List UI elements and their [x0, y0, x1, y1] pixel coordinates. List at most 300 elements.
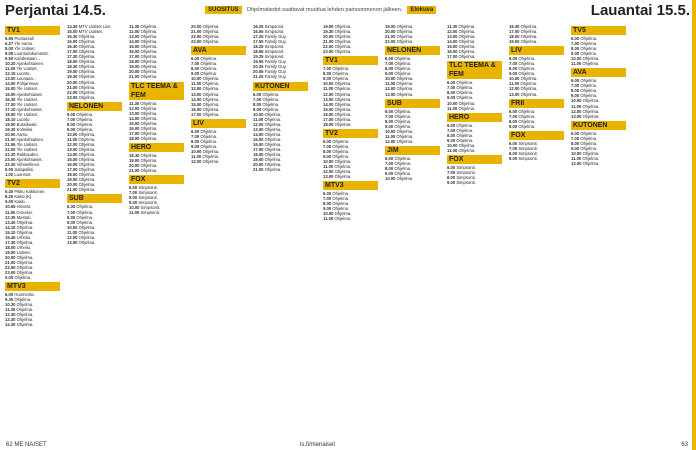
program-row — [5, 172, 60, 177]
program-title: Ohjelma. — [77, 84, 96, 90]
channel-header: KUTONEN — [571, 121, 626, 130]
program-title: Ohjelma. — [263, 126, 282, 132]
program-row — [509, 156, 564, 161]
program-title: Ohjelma. — [77, 187, 96, 193]
program-title: Ohjelma. — [263, 116, 282, 122]
program-time: 23.00 — [323, 49, 334, 55]
program-row — [447, 180, 502, 185]
program-time: 18.00 — [67, 59, 78, 65]
program-title: Ohjelma. — [579, 93, 598, 99]
program-time: 19.00 — [5, 249, 16, 255]
program-time: 19.00 — [5, 121, 16, 127]
program-time: 16.00 — [447, 49, 458, 55]
program-title: Ohjelma. — [263, 147, 282, 153]
program-title: Ohjelma. — [333, 216, 352, 222]
program-title: Ohjelma. — [199, 138, 218, 144]
program-title: Ohjelma. — [77, 94, 96, 100]
program-title: Ohjelma. — [139, 135, 158, 141]
program-title: Ohjelma. — [331, 196, 350, 202]
program-time: 18.55 — [253, 49, 264, 55]
program-time: 13.00 — [129, 110, 140, 116]
program-title: Ohjelma. — [77, 182, 96, 188]
program-time: 20.00 — [323, 34, 334, 40]
program-time: 6.00 — [571, 130, 580, 136]
program-title: Ohjelma. — [395, 133, 414, 139]
program-time: 9.00 — [447, 137, 456, 143]
program-time: 9.00 — [67, 219, 76, 225]
program-title: Ohjelma. — [517, 108, 536, 114]
program-title: Ohjelma. — [581, 56, 600, 62]
channel-header: JIM — [385, 146, 440, 155]
program-time: 21.00 — [5, 136, 16, 142]
program-title: Ohjelma. — [199, 56, 218, 62]
program-title: Ohjelma. — [75, 214, 94, 220]
program-title: Ohjelma. — [393, 171, 412, 177]
program-title: Ohjelma. — [13, 297, 32, 303]
program-title: Ohjelma. — [139, 120, 158, 126]
program-time: 11.00 — [571, 61, 582, 67]
program-time: 6.00 — [447, 122, 456, 128]
program-time: 9.00 — [385, 71, 394, 77]
program-title: Ohjelma. — [139, 115, 158, 121]
program-title: Ohjelma. — [457, 49, 476, 55]
program-title: Ohjelma. — [331, 206, 350, 212]
program-title: Ohjelma. — [393, 118, 412, 124]
program-title: Ohjelma. — [139, 44, 158, 50]
listing-column — [571, 24, 626, 436]
program-time: 16.00 — [67, 162, 78, 168]
program-time: 20.00 — [129, 162, 140, 168]
program-title: Ohjelma. — [581, 155, 600, 161]
program-title: Ohjelma. — [333, 49, 352, 55]
program-time: 6.00 — [253, 91, 262, 97]
program-time: 10.00 — [323, 159, 334, 165]
program-time: 18.00 — [253, 152, 264, 158]
program-time: 7.00 — [191, 133, 200, 139]
program-title: Ajankohtaiset. — [15, 157, 43, 163]
program-time: 11.00 — [323, 164, 334, 170]
program-title: Yle Uutiset. — [15, 111, 38, 117]
program-title: Ohjelma. — [139, 110, 158, 116]
program-title: Ohjelma. — [201, 29, 220, 35]
program-time: 9.00 — [129, 200, 138, 206]
program-time: 19.00 — [67, 177, 78, 183]
program-time: 12.00 — [129, 105, 140, 111]
program-title: Ohjelma. — [393, 160, 412, 166]
program-title: Simpsonit. — [263, 24, 285, 29]
program-title: Ohjelma. — [13, 275, 32, 281]
program-title: Yle Uutiset. — [13, 46, 36, 52]
program-time: 7.00 — [67, 209, 76, 215]
program-title: Ohjelma. — [139, 130, 158, 136]
program-time: 23.00 — [5, 270, 16, 276]
program-title: Ohjelma. — [139, 162, 158, 168]
program-title: Ohjelma. — [263, 111, 282, 117]
program-time: 18.00 — [323, 121, 334, 127]
program-time: 10.00 — [191, 148, 202, 154]
program-time: 6.00 — [447, 164, 456, 170]
program-title: Ohjelma. — [457, 29, 476, 35]
program-time: 5.55 — [5, 36, 14, 41]
program-time: 19.00 — [129, 64, 140, 70]
channel-header: TV1 — [323, 56, 378, 65]
program-time: 10.00 — [571, 98, 582, 104]
program-time: 16.30 — [5, 96, 16, 102]
program-title: Ohjelma. — [201, 111, 220, 117]
program-title: Ohjelma. — [393, 108, 412, 114]
program-time: 8.00 — [323, 148, 332, 154]
program-time: 14.00 — [129, 115, 140, 121]
program-title: Ohjelma. — [579, 83, 598, 89]
program-time: 23.00 — [67, 94, 78, 100]
program-title: Family Guy. — [263, 34, 287, 40]
program-title: Ohjelma. — [15, 307, 34, 313]
program-title: Ohjelma. — [75, 204, 94, 210]
program-time: 19.30 — [323, 29, 334, 35]
program-title: Ohjelma. — [77, 224, 96, 230]
program-title: Ohjelma. — [519, 91, 538, 97]
program-title: Ohjelma. — [455, 85, 474, 91]
program-time: 6.00 — [447, 80, 456, 86]
program-title: Huomenta. — [13, 292, 35, 298]
program-time: 14.00 — [323, 101, 334, 107]
program-time: 22.00 — [67, 89, 78, 95]
program-title: Ohjelma. — [457, 24, 476, 29]
channel-header: AVA — [571, 68, 626, 77]
program-time: 6.00 — [509, 140, 518, 146]
listing-column — [385, 24, 440, 436]
program-row — [323, 122, 378, 127]
program-time: 10.00 — [323, 211, 334, 217]
program-time: 6.00 — [385, 155, 394, 161]
program-title: Ohjelma. — [15, 322, 34, 328]
program-row — [509, 124, 564, 129]
program-time: 16.30 — [509, 24, 520, 29]
program-time: 10.00 — [571, 150, 582, 156]
footer-right: 63 — [681, 442, 688, 448]
program-title: Ohjelma. — [77, 239, 96, 245]
program-title: Ohjelma. — [15, 259, 34, 265]
program-title: Bussikuski. — [15, 121, 38, 127]
program-time: 11.00 — [67, 229, 78, 235]
program-title: Luonto. — [15, 71, 31, 77]
channel-header: LIV — [191, 119, 246, 128]
program-time: 18.00 — [129, 135, 140, 141]
program-time: 7.00 — [447, 127, 456, 133]
program-time: 16.00 — [323, 111, 334, 117]
program-title: Simpsonit. — [263, 29, 285, 35]
program-time: 6.00 — [5, 292, 14, 298]
page-edge-accent — [692, 0, 696, 450]
channel-header: HERO — [447, 113, 502, 122]
program-row — [5, 275, 60, 280]
channel-header: MTV3 — [323, 181, 378, 190]
program-title: Pohjanmaa. — [15, 81, 39, 87]
program-title: Ohjelma. — [77, 44, 96, 50]
program-title: Simpsonit. — [137, 195, 158, 201]
program-time: 19.00 — [385, 24, 396, 29]
program-title: Onneksi. — [15, 209, 33, 215]
program-time: 17.00 — [67, 167, 78, 173]
program-title: Ohjelma. — [333, 44, 352, 50]
program-title: Ohjelma. — [77, 49, 96, 55]
program-time: 9.00 — [571, 93, 580, 99]
program-title: Ohjelma. — [201, 96, 220, 102]
program-time: 8.00 — [323, 201, 332, 207]
program-time: 13.00 — [5, 76, 16, 82]
program-title: Yle Uutiset. — [15, 141, 38, 147]
program-time: 16.00 — [253, 141, 264, 147]
program-time: 19.30 — [5, 126, 16, 132]
program-title: Ohjelma. — [201, 101, 220, 107]
program-title: Ohjelma. — [333, 86, 352, 92]
program-time: 6.00 — [67, 111, 76, 117]
program-row — [253, 74, 308, 79]
program-title: Ohjelma. — [581, 113, 600, 119]
program-time: 17.00 — [129, 54, 140, 60]
program-time: 17.00 — [253, 147, 264, 153]
program-title: Ohjelma. — [333, 169, 352, 175]
program-time: 15.00 — [67, 157, 78, 163]
program-time: 1.00 — [5, 172, 14, 178]
program-time: 20.25 — [253, 64, 264, 70]
program-row — [129, 136, 184, 141]
program-time: 21.00 — [5, 259, 16, 265]
program-time: 19.55 — [253, 59, 264, 65]
program-time: 11.00 — [571, 103, 582, 109]
program-time: 6.00 — [385, 108, 394, 114]
program-title: Ohjelma. — [77, 34, 96, 40]
program-title: Ohjelma. — [581, 98, 600, 104]
program-title: Ohjelma. — [139, 74, 158, 80]
program-time: 9.00 — [191, 71, 200, 77]
program-time: 6.30 — [67, 204, 76, 210]
program-title: Simpsonit. — [137, 185, 158, 191]
program-title: Ohjelma. — [455, 90, 474, 96]
program-time: 8.00 — [385, 66, 394, 72]
program-time: 17.10 — [5, 106, 16, 112]
program-time: 15.00 — [191, 101, 202, 107]
program-time: 21.55 — [5, 141, 16, 147]
program-title: Ohjelma. — [139, 168, 158, 174]
program-title: Ohjelma. — [395, 81, 414, 87]
footer-url: is.fi/menaiset — [300, 442, 336, 448]
program-time: 8.00 — [191, 138, 200, 144]
program-title: Ohjelma. — [201, 153, 220, 159]
channel-header: TLC TEEMA & FEM — [447, 61, 502, 79]
program-time: 8.00 — [447, 90, 456, 96]
program-title: Ohjelma. — [75, 111, 94, 117]
program-time: 15.00 — [323, 106, 334, 112]
program-time: 12.00 — [323, 169, 334, 175]
program-title: Ohjelma. — [579, 130, 598, 136]
program-time: 18.30 — [129, 152, 140, 158]
program-title: Simpsonit. — [137, 190, 158, 196]
program-time: 17.00 — [129, 130, 140, 136]
program-title: Ohjelma. — [263, 152, 282, 158]
program-time: 14.00 — [67, 152, 78, 158]
program-time: 20.55 — [253, 69, 264, 75]
program-time: 9.00 — [323, 153, 332, 159]
program-title: Mestari. — [15, 214, 32, 220]
program-title: Simpsonit. — [455, 174, 476, 180]
program-time: 11.00 — [447, 147, 458, 153]
program-title: Simpsonit. — [517, 145, 538, 151]
program-time: 15.00 — [447, 44, 458, 50]
program-time: 14.00 — [191, 96, 202, 102]
program-time: 12.00 — [571, 160, 582, 166]
program-time: 7.00 — [323, 196, 332, 202]
program-title: Simpsonit. — [455, 169, 476, 175]
program-title: Family Guy. — [263, 69, 287, 75]
program-row — [447, 106, 502, 111]
footer-left: 62 ME NAISET — [6, 442, 47, 448]
program-title: Ohjelma. — [333, 91, 352, 97]
program-title: Ohjelma. — [579, 36, 598, 41]
program-title: Simpsonit. — [517, 150, 538, 156]
program-title: Ohjelma. — [331, 66, 350, 72]
program-time: 16.00 — [129, 125, 140, 131]
program-title: Ohjelma. — [333, 106, 352, 112]
program-title: Ohjelma. — [333, 81, 352, 87]
program-time: 15.00 — [67, 29, 78, 35]
program-time: 21.00 — [129, 74, 140, 80]
program-title: Kaksi. — [13, 199, 26, 205]
program-title: Ajankohtaiset. — [15, 106, 43, 112]
program-title: Simpsonit. — [517, 155, 538, 161]
program-time: 7.00 — [385, 113, 394, 119]
program-title: Ohjelma. — [395, 24, 414, 29]
program-title: Ohjelma. — [77, 147, 96, 153]
program-time: 12.30 — [5, 312, 16, 318]
program-title: Ohjelma. — [395, 34, 414, 40]
program-title: Ohjelma. — [455, 137, 474, 143]
movie-badge: Elokuva — [407, 6, 436, 14]
program-title: Ohjelma. — [519, 29, 538, 35]
program-title: Ohjelma. — [77, 39, 96, 45]
program-time: 17.00 — [191, 111, 202, 117]
program-title: Ohjelma. — [517, 66, 536, 72]
program-row — [385, 92, 440, 97]
program-title: Luonto. — [15, 116, 31, 122]
program-title: Ohjelma. — [15, 317, 34, 323]
program-title: Ohjelma. — [77, 234, 96, 240]
listing-column — [509, 24, 564, 436]
program-time: 13.00 — [571, 113, 582, 119]
program-time: 14.30 — [67, 24, 78, 29]
program-title: Ohjelma. — [581, 103, 600, 109]
program-time: 18.00 — [5, 111, 16, 117]
program-title: Ohjelma. — [581, 150, 600, 156]
program-title: Ohjelma. — [201, 24, 220, 29]
program-time: 8.00 — [509, 66, 518, 72]
program-title: Ohjelma. — [199, 61, 218, 67]
program-time: 14.10 — [5, 224, 16, 230]
program-time: 18.25 — [253, 44, 264, 50]
program-title: Family Guy. — [263, 64, 287, 70]
program-time: 7.00 — [385, 61, 394, 67]
page-title-right: Lauantai 15.5. — [590, 2, 690, 19]
program-time: 18.00 — [129, 59, 140, 65]
program-time: 14.30 — [5, 322, 16, 328]
program-title: Ohjelma. — [333, 174, 352, 180]
program-title: Ohjelma. — [393, 165, 412, 171]
program-title: Ohjelma. — [331, 143, 350, 149]
program-title: Ohjelma. — [331, 71, 350, 77]
program-time: 12.00 — [509, 86, 520, 92]
program-title: Ohjelma. — [139, 69, 158, 75]
program-title: Ohjelma. — [393, 61, 412, 67]
program-title: Ohjelma. — [395, 86, 414, 92]
program-time: 12.35 — [5, 214, 16, 220]
program-title: Family Guy. — [263, 39, 287, 45]
program-time: 22.00 — [5, 147, 16, 153]
program-time: 10.00 — [385, 176, 396, 182]
program-title: Ohjelma. — [139, 152, 158, 158]
program-time: 10.00 — [323, 81, 334, 87]
program-title: Ohjelma. — [263, 121, 282, 127]
program-time: 6.00 — [509, 56, 518, 62]
program-title: Ohjelma. — [201, 81, 220, 87]
program-time: 21.00 — [191, 29, 202, 35]
program-time: 6.00 — [323, 191, 332, 197]
program-row — [385, 139, 440, 144]
program-time: 11.00 — [447, 105, 458, 111]
program-title: Ohjelma. — [581, 160, 600, 166]
program-title: Ohjelma. — [201, 76, 220, 82]
program-title: Ohjelma. — [331, 153, 350, 159]
program-time: 12.00 — [191, 86, 202, 92]
listing-column — [67, 24, 122, 436]
program-title: Simpsonit. — [455, 180, 476, 186]
program-title: Ohjelma. — [331, 138, 350, 144]
program-title: Ohjelma. — [333, 116, 352, 122]
program-time: 16.00 — [129, 49, 140, 55]
program-title: Luontodokumentti. — [13, 51, 49, 57]
program-time: 21.00 — [253, 167, 264, 173]
program-time: 9.00 — [323, 76, 332, 82]
program-title: Ohjelma. — [199, 133, 218, 139]
program-title: Ohjelma. — [519, 34, 538, 40]
program-time: 11.30 — [129, 24, 140, 29]
program-title: Ohjelma. — [261, 91, 280, 97]
program-time: 9.00 — [323, 206, 332, 212]
program-time: 22.20 — [5, 152, 16, 158]
channel-header: SUB — [385, 99, 440, 108]
program-title: Ohjelma. — [75, 116, 94, 122]
program-time: 15.10 — [5, 229, 16, 235]
program-time: 11.30 — [129, 100, 140, 106]
program-row — [571, 161, 626, 166]
program-title: Ohjelma. — [519, 76, 538, 82]
program-title: Ohjelma. — [395, 128, 414, 134]
program-title: Ohjelma. — [393, 123, 412, 129]
program-time: 14.00 — [447, 39, 458, 45]
program-row — [385, 176, 440, 181]
program-row — [5, 322, 60, 327]
program-title: Ohjelma. — [139, 54, 158, 60]
program-title: Ohjelma. — [457, 54, 476, 60]
program-time: 18.10 — [5, 116, 16, 122]
program-title: Yle Uutiset. — [15, 147, 38, 153]
program-time: 15.00 — [5, 86, 16, 92]
program-time: 10.30 — [5, 302, 16, 308]
program-title: Ohjelma. — [517, 61, 536, 67]
program-title: Ohjelma. — [139, 34, 158, 40]
listing-column — [129, 24, 184, 436]
program-time: 8.00 — [447, 132, 456, 138]
program-row — [67, 95, 122, 100]
